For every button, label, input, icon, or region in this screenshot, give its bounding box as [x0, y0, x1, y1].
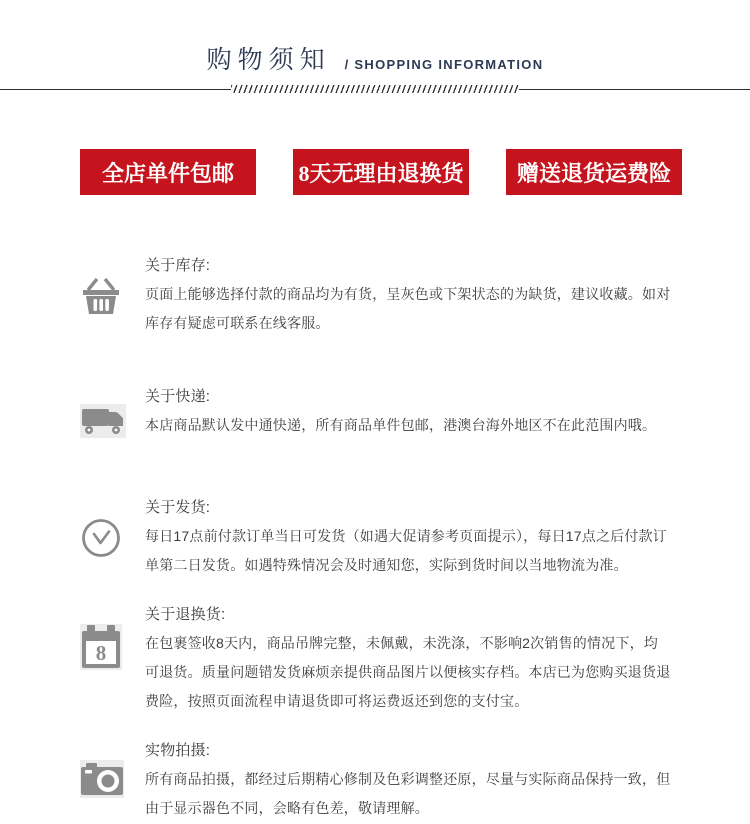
- divider-line-left: [0, 89, 231, 90]
- section-returns-body: 在包裹签收8天内，商品吊牌完整，未佩戴，未洗涤，不影响2次销售的情况下，均可退货。质量问题错发货麻烦亲提供商品图片以便核实存档。本店已为您购买退货退费险，按照页面流程申请退货即可将运费返还到您的支付宝。: [145, 635, 671, 709]
- truck-icon: [80, 404, 126, 443]
- section-dispatch-body: 每日17点前付款订单当日可发货（如遇大促请参考页面提示），每日17点之后付款订单第二日发货。如遇特殊情况会及时通知您，实际到货时间以当地物流为准。: [145, 528, 667, 573]
- section-express-body: 本店商品默认发中通快递，所有商品单件包邮，港澳台海外地区不在此范围内哦。: [145, 417, 657, 433]
- section-photography: [80, 736, 672, 823]
- section-photography-body: 所有商品拍摄，都经过后期精心修制及色彩调整还原，尽量与实际商品保持一致，但由于显示器色不同，会略有色差，敬请理解。: [145, 771, 671, 816]
- section-stock-heading: 关于库存:: [145, 257, 211, 274]
- calendar-icon: [80, 624, 122, 675]
- section-photography-heading: 实物拍摄:: [145, 742, 211, 759]
- promise-badges: [80, 149, 682, 195]
- section-returns: [80, 600, 672, 716]
- badge-return-insurance: 赠送退货运费险: [506, 149, 682, 195]
- page-title: 购物须知: [206, 46, 331, 74]
- camera-icon: [80, 760, 124, 803]
- section-express-heading: 关于快递:: [145, 388, 211, 405]
- section-stock-body: 页面上能够选择付款的商品均为有货，呈灰色或下架状态的为缺货，建议收藏。如对库存有疑虑可联系在线客服。: [145, 286, 671, 331]
- page-header: [0, 0, 750, 76]
- basket-icon: [80, 275, 122, 320]
- calendar-day-label: 8: [95, 641, 107, 665]
- section-stock: [80, 251, 672, 338]
- badge-free-shipping: 全店单件包邮: [80, 149, 256, 195]
- section-returns-heading: 关于退换货:: [145, 606, 226, 623]
- section-dispatch-heading: 关于发货:: [145, 499, 211, 516]
- hatch-pattern: [231, 85, 519, 93]
- divider-line-right: [519, 89, 750, 90]
- section-dispatch: [80, 493, 672, 580]
- badge-8day-return: 8天无理由退换货: [293, 149, 469, 195]
- page-subtitle: / SHOPPING INFORMATION: [344, 57, 544, 72]
- header-divider: [0, 85, 750, 93]
- section-express: [80, 382, 672, 443]
- clock-icon: [80, 517, 122, 564]
